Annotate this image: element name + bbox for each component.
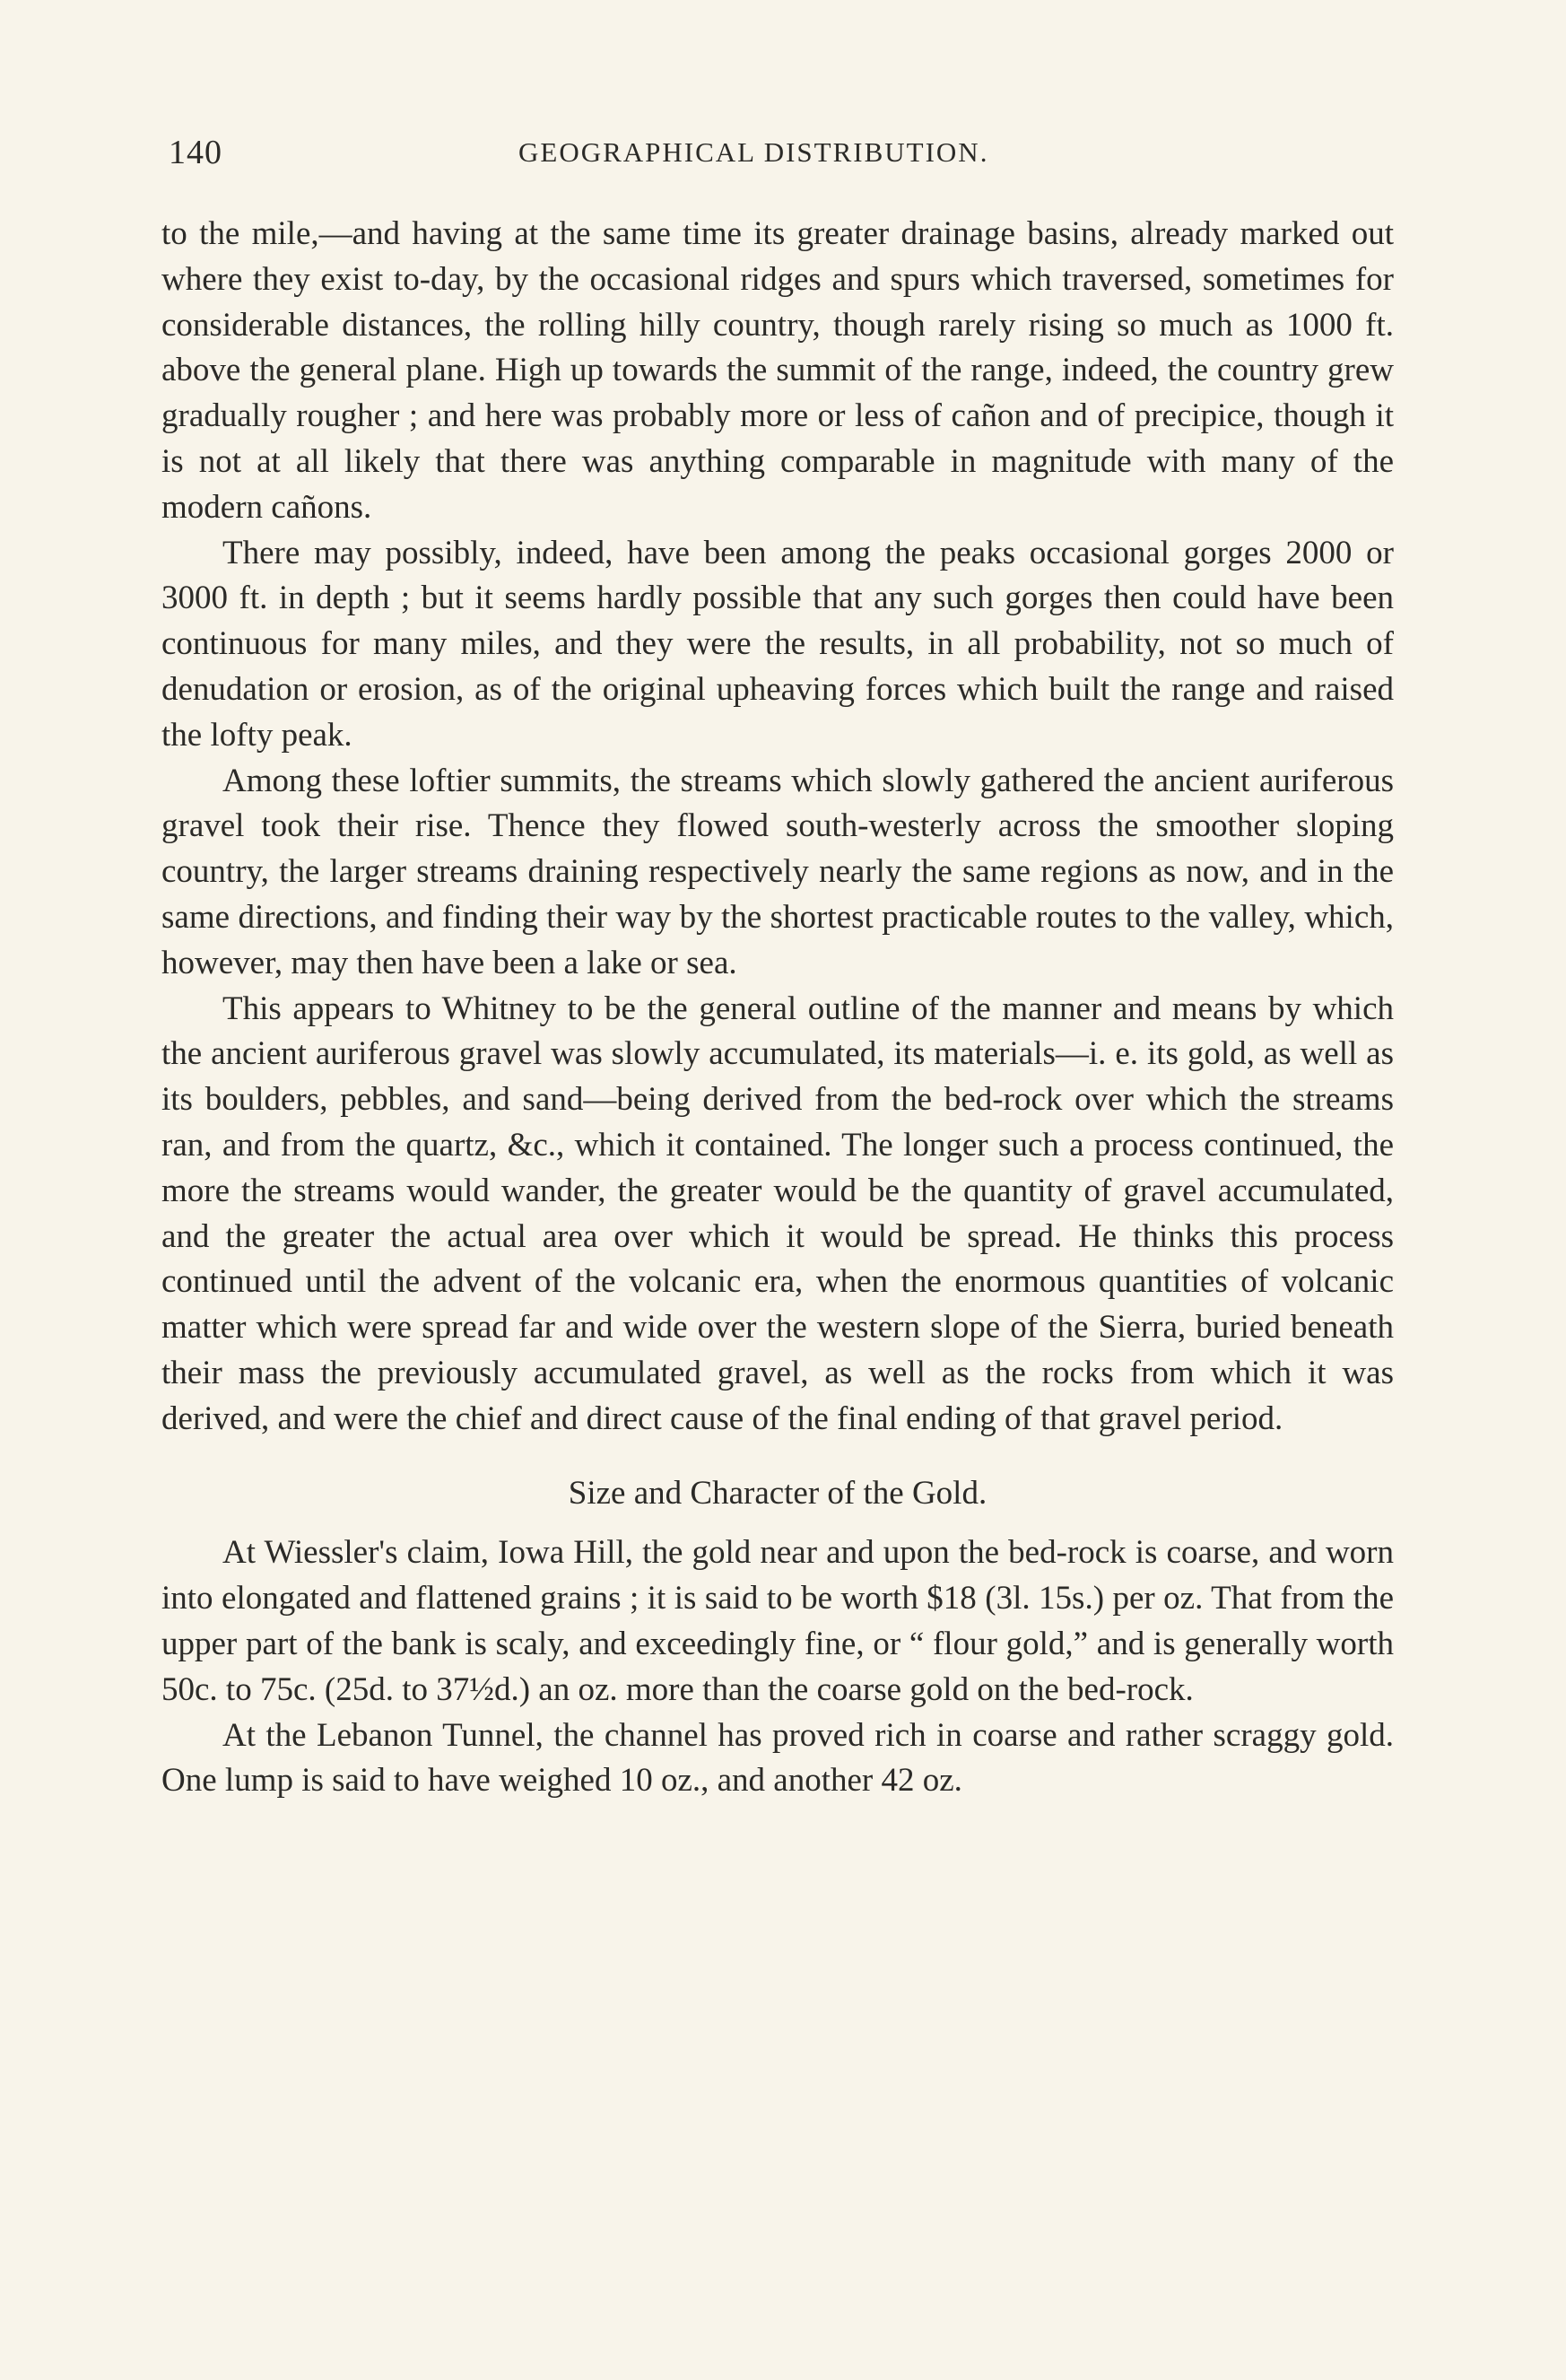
section-heading: Size and Character of the Gold. [568, 1474, 987, 1512]
running-title: GEOGRAPHICAL DISTRIBUTION. [518, 136, 989, 168]
paragraph-5: At Wiessler's claim, Iowa Hill, the gold near and upon the bed-rock is coarse, and worn into elongated and flattened grains ; it is said to be worth $18 (3l. 15s.) per oz. That from the upper part of the bank is scaly, and exceedingly fine, or “ flour gold,” and is generally worth 50c. to 75c. (25d. to 37½d.) an oz. more than the coarse gold on the bed-rock. [161, 1534, 1394, 1708]
paragraph-3: Among these loftier summits, the streams which slowly gathered the ancient auriferous gravel took their rise. Thence they flowed south-westerly across the smoother sloping country, the larger streams draining respectively nearly the same regions as now, and in the same directions, and finding their way by the shortest practicable routes to the valley, which, however, may then have been a lake or sea. [161, 762, 1394, 981]
paragraph-6: At the Lebanon Tunnel, the channel has proved rich in coarse and rather scraggy gold. One lump is said to have weighed 10 oz., and another 42 oz. [161, 1716, 1394, 1800]
paragraph-1: to the mile,—and having at the same time its greater drainage basins, already marked out where they exist to-day, by the occasional ridges and spurs which traversed, sometimes for considerable distances, the rolling hilly country, though rarely rising so much as 1000 ft. above the general plane. High up towards the summit of the range, indeed, the country grew gradually rougher ; and here was probably more or less of cañon and of precipice, though it is not at all likely that there was anything comparable in magnitude with many of the modern cañons. [161, 215, 1394, 526]
running-head [169, 133, 1388, 172]
paragraph-2: There may possibly, indeed, have been among the peaks occasional gorges 2000 or 3000 ft. in depth ; but it seems hardly possible that any such gorges then could have been continuous for many miles, and they were the results, in all probability, not so much of denudation or erosion, as of the original upheaving forces which built the range and raised the lofty peak. [161, 534, 1394, 754]
paragraph-4: This appears to Whitney to be the general outline of the manner and means by which the ancient auriferous gravel was slowly accumulated, its materials—i. e. its gold, as well as its boulders, pebbles, and sand—being derived from the bed-rock over which the streams ran, and from the quartz, &c., which it contained. The longer such a process continued, the more the streams would wander, the greater would be the quantity of gravel accumulated, and the greater the actual area over which it would be spread. He thinks this process continued until the advent of the volcanic era, when the enormous quantities of volcanic matter which were spread far and wide over the western slope of the Sierra, buried beneath their mass the previously accumulated gravel, as well as the rocks from which it was derived, and were the chief and direct cause of the final ending of that gravel period. [161, 989, 1394, 1437]
body-text [161, 212, 1394, 1804]
page-number: 140 [169, 134, 222, 171]
page-bottom-mark [825, 2332, 861, 2334]
